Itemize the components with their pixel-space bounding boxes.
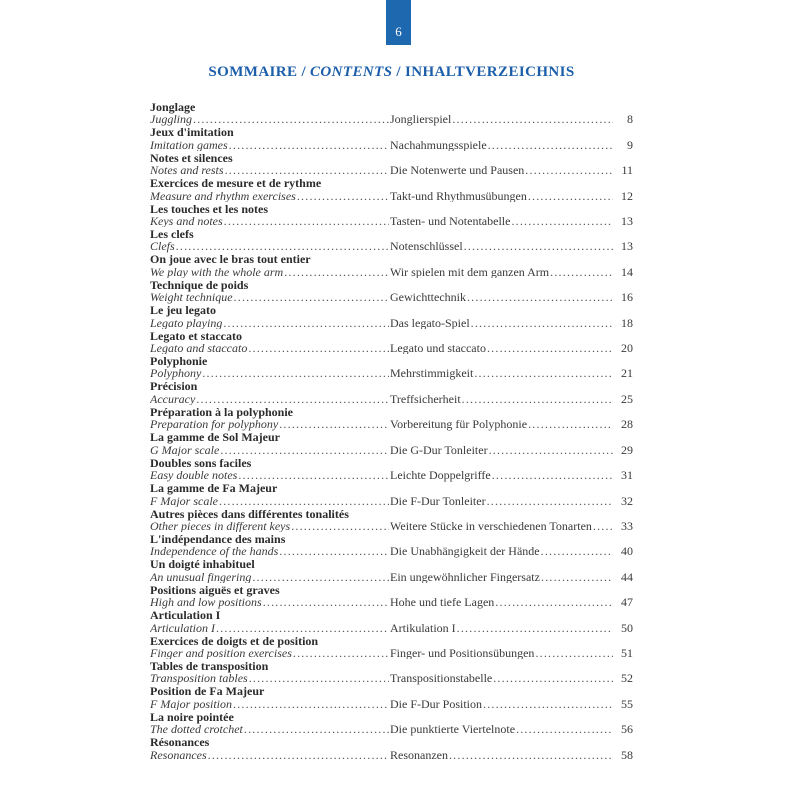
entry-page-number: 12 <box>621 189 633 203</box>
page-number: 6 <box>395 24 402 39</box>
dot-leader <box>196 393 389 405</box>
entry-german-column <box>390 495 633 507</box>
toc-entry <box>150 584 633 609</box>
entry-title-french: Positions aiguës et graves <box>150 582 280 597</box>
entry-page-number: 52 <box>621 672 633 685</box>
entry-german-column <box>390 698 633 710</box>
entry-title-english: We play with the whole arm <box>150 265 284 279</box>
entry-english-column <box>150 139 390 151</box>
dot-leader <box>492 469 613 481</box>
entry-english-column <box>150 444 390 456</box>
dot-leader <box>487 342 613 354</box>
entry-title-german: Artikulation I <box>390 621 456 634</box>
entry-title-english: Transposition tables <box>150 672 248 685</box>
toc-entry <box>150 177 633 202</box>
entry-row <box>150 622 633 634</box>
entry-page-number: 9 <box>627 138 633 152</box>
entry-page-number: 40 <box>621 545 633 558</box>
entry-german-column <box>390 444 633 456</box>
entry-english-column <box>150 215 390 227</box>
entry-title-french: Résonances <box>150 735 210 750</box>
entry-title-german: Treffsicherheit <box>390 392 461 406</box>
dot-leader <box>535 647 613 659</box>
dot-leader <box>202 367 389 379</box>
entry-english-column <box>150 113 390 125</box>
entry-row <box>150 266 633 278</box>
entry-title-english: An unusual fingering <box>150 570 252 584</box>
entry-page-number: 32 <box>621 494 633 507</box>
toc-entry <box>150 609 633 634</box>
entry-title-french: Les touches et les notes <box>150 201 268 216</box>
dot-leader <box>474 367 613 379</box>
dot-leader <box>511 215 613 227</box>
entry-title-french: La noire pointée <box>150 709 234 724</box>
entry-title-french: On joue avec le bras tout entier <box>150 252 311 267</box>
entry-english-column <box>150 240 390 252</box>
entry-title-german: Resonanzen <box>390 748 448 761</box>
entry-english-column <box>150 469 390 481</box>
entry-title-german: Legato und staccato <box>390 342 486 355</box>
entry-title-german: Die F-Dur Tonleiter <box>390 494 486 507</box>
title-french: SOMMAIRE <box>208 64 298 80</box>
entry-row <box>150 393 633 405</box>
entry-page-number: 31 <box>621 469 633 482</box>
dot-leader <box>233 698 389 710</box>
entry-row <box>150 545 633 557</box>
dot-leader <box>291 520 389 532</box>
entry-page-number: 44 <box>621 570 633 584</box>
entry-title-french: Jonglage <box>150 100 196 114</box>
dot-leader <box>208 749 389 761</box>
entry-german-column <box>390 367 633 379</box>
entry-title-german: Die Notenwerte und Pausen <box>390 164 525 177</box>
entry-title-french: Position de Fa Majeur <box>150 684 265 699</box>
title-separator: / <box>396 64 401 80</box>
toc-entry <box>150 304 633 329</box>
toc-entry <box>150 431 633 456</box>
dot-leader <box>525 164 613 176</box>
toc-entry <box>150 482 633 507</box>
toc-entry <box>150 457 633 482</box>
entry-title-german: Ein ungewöhnlicher Fingersatz <box>390 570 540 584</box>
entry-title-english: Legato playing <box>150 316 223 330</box>
dot-leader <box>541 545 613 557</box>
entry-row <box>150 240 633 252</box>
entry-german-column <box>390 418 633 430</box>
entry-title-german: Die F-Dur Position <box>390 697 483 711</box>
entry-english-column <box>150 291 390 303</box>
entry-title-english: Legato and staccato <box>150 342 248 355</box>
entry-title-french: Un doigté inhabituel <box>150 557 255 572</box>
toc-entry <box>150 736 633 761</box>
toc-entry <box>150 101 633 126</box>
entry-title-english: F Major position <box>150 697 233 711</box>
entry-title-german: Weitere Stücke in verschiedenen Tonarten <box>390 519 592 533</box>
entry-english-column <box>150 342 390 354</box>
entry-row <box>150 596 633 608</box>
entry-row <box>150 139 633 151</box>
entry-title-french: Polyphonie <box>150 354 208 369</box>
entry-english-column <box>150 545 390 557</box>
dot-leader <box>462 393 613 405</box>
toc-entry <box>150 380 633 405</box>
dot-leader <box>528 418 613 430</box>
dot-leader <box>593 520 613 532</box>
entry-page-number: 13 <box>621 240 633 253</box>
entry-english-column <box>150 190 390 202</box>
entry-german-column <box>390 113 633 125</box>
entry-title-german: Nachahmungsspiele <box>390 138 487 152</box>
entry-german-column <box>390 164 633 176</box>
entry-title-english: Notes and rests <box>150 164 224 177</box>
dot-leader <box>550 266 613 278</box>
dot-leader <box>297 190 389 202</box>
dot-leader <box>279 418 389 430</box>
dot-leader <box>541 571 613 583</box>
entry-german-column <box>390 520 633 532</box>
dot-leader <box>293 647 389 659</box>
entry-german-column <box>390 469 633 481</box>
entry-title-english: Easy double notes <box>150 469 238 482</box>
toc-entry <box>150 279 633 304</box>
entry-page-number: 11 <box>621 164 633 177</box>
entry-page-number: 55 <box>621 697 633 711</box>
entry-english-column <box>150 723 390 735</box>
dot-leader <box>244 723 389 735</box>
entry-row <box>150 444 633 456</box>
entry-title-english: Imitation games <box>150 138 228 152</box>
entry-title-french: Exercices de mesure et de rythme <box>150 176 322 191</box>
entry-title-french: La gamme de Fa Majeur <box>150 481 278 496</box>
entry-german-column <box>390 266 633 278</box>
entry-title-french: Les clefs <box>150 227 194 242</box>
entry-title-german: Finger- und Positionsübungen <box>390 646 535 660</box>
entry-title-german: Gewichttechnik <box>390 291 466 304</box>
entry-english-column <box>150 571 390 583</box>
entry-title-german: Hohe und tiefe Lagen <box>390 596 495 609</box>
entry-page-number: 25 <box>621 392 633 406</box>
toc-entry <box>150 508 633 533</box>
entry-german-column <box>390 545 633 557</box>
entry-title-german: Das legato-Spiel <box>390 316 470 330</box>
entry-row <box>150 672 633 684</box>
dot-leader <box>483 698 613 710</box>
entry-title-english: F Major scale <box>150 494 218 507</box>
entry-german-column <box>390 291 633 303</box>
toc-entry <box>150 533 633 558</box>
dot-leader <box>488 139 613 151</box>
dot-leader <box>252 571 389 583</box>
entry-title-english: Clefs <box>150 240 175 253</box>
dot-leader <box>229 139 389 151</box>
entry-row <box>150 113 633 125</box>
entry-title-english: Juggling <box>150 113 192 126</box>
entry-row <box>150 520 633 532</box>
dot-leader <box>220 444 389 456</box>
entry-page-number: 29 <box>621 443 633 457</box>
entry-row <box>150 698 633 710</box>
dot-leader <box>223 317 389 329</box>
dot-leader <box>489 444 613 456</box>
entry-title-french: Précision <box>150 379 198 394</box>
dot-leader <box>216 622 389 634</box>
entry-german-column <box>390 596 633 608</box>
title-german: INHALTVERZEICHNIS <box>404 64 575 80</box>
dot-leader <box>471 317 613 329</box>
entry-title-german: Vorbereitung für Polyphonie <box>390 418 528 431</box>
entry-title-german: Transpositionstabelle <box>390 672 493 685</box>
entry-english-column <box>150 698 390 710</box>
entry-english-column <box>150 672 390 684</box>
entry-page-number: 18 <box>621 316 633 330</box>
dot-leader <box>279 545 389 557</box>
entry-row <box>150 367 633 379</box>
entry-page-number: 14 <box>621 265 633 279</box>
dot-leader <box>528 190 613 202</box>
toc-entry <box>150 330 633 355</box>
entry-title-german: Notenschlüssel <box>390 240 463 253</box>
entry-german-column <box>390 190 633 202</box>
page-number-badge <box>386 0 411 45</box>
entry-row <box>150 291 633 303</box>
dot-leader <box>249 672 389 684</box>
entry-german-column <box>390 393 633 405</box>
entry-page-number: 8 <box>627 113 633 126</box>
dot-leader <box>449 749 613 761</box>
entry-german-column <box>390 240 633 252</box>
toc-entry <box>150 126 633 151</box>
dot-leader <box>176 240 389 252</box>
entry-english-column <box>150 749 390 761</box>
entry-title-english: Accuracy <box>150 392 196 406</box>
entry-german-column <box>390 647 633 659</box>
toc-entry <box>150 406 633 431</box>
entry-german-column <box>390 215 633 227</box>
entry-title-english: Articulation I <box>150 621 215 634</box>
toc-entry <box>150 711 633 736</box>
entry-english-column <box>150 367 390 379</box>
entry-english-column <box>150 596 390 608</box>
entry-row <box>150 647 633 659</box>
dot-leader <box>452 113 613 125</box>
entry-row <box>150 164 633 176</box>
entry-title-french: Autres pièces dans différentes tonalités <box>150 506 349 521</box>
entry-title-english: Keys and notes <box>150 215 223 228</box>
entry-german-column <box>390 622 633 634</box>
entry-title-english: Other pieces in different keys <box>150 519 291 533</box>
dot-leader <box>193 113 389 125</box>
entry-row <box>150 342 633 354</box>
entry-page-number: 13 <box>621 215 633 228</box>
entry-title-german: Takt-und Rhythmusübungen <box>390 189 527 203</box>
entry-english-column <box>150 418 390 430</box>
entry-german-column <box>390 749 633 761</box>
entry-german-column <box>390 317 633 329</box>
toc-entry <box>150 635 633 660</box>
dot-leader <box>219 495 389 507</box>
toc-entry <box>150 228 633 253</box>
entry-title-french: La gamme de Sol Majeur <box>150 430 280 445</box>
toc-entry <box>150 660 633 685</box>
dot-leader <box>487 495 613 507</box>
entry-page-number: 16 <box>621 291 633 304</box>
entry-row <box>150 469 633 481</box>
entry-german-column <box>390 571 633 583</box>
entry-title-french: Jeux d'imitation <box>150 125 234 140</box>
entry-row <box>150 317 633 329</box>
entry-title-english: High and low positions <box>150 596 262 609</box>
entry-title-german: Jonglierspiel <box>390 113 452 126</box>
entry-title-english: The dotted crotchet <box>150 723 243 736</box>
entry-title-german: Mehrstimmigkeit <box>390 367 474 380</box>
dot-leader <box>457 622 613 634</box>
entry-title-english: G Major scale <box>150 443 220 457</box>
entry-title-french: Le jeu legato <box>150 303 216 318</box>
dot-leader <box>224 215 389 227</box>
entry-row <box>150 215 633 227</box>
entry-page-number: 21 <box>621 367 633 380</box>
entry-english-column <box>150 393 390 405</box>
entry-english-column <box>150 622 390 634</box>
entry-page-number: 50 <box>621 621 633 634</box>
entry-title-french: Articulation I <box>150 608 221 623</box>
entry-title-english: Finger and position exercises <box>150 646 292 660</box>
title-separator: / <box>301 64 307 80</box>
toc-entry <box>150 558 633 583</box>
entry-english-column <box>150 317 390 329</box>
entry-page-number: 51 <box>621 646 633 660</box>
entry-title-english: Weight technique <box>150 291 233 304</box>
entry-page-number: 56 <box>621 723 633 736</box>
entry-title-german: Die G-Dur Tonleiter <box>390 443 488 457</box>
entry-english-column <box>150 266 390 278</box>
title-english: CONTENTS <box>310 64 393 80</box>
entry-row <box>150 495 633 507</box>
entry-title-french: Legato et staccato <box>150 328 242 343</box>
toc-list <box>150 101 633 762</box>
entry-german-column <box>390 342 633 354</box>
entry-title-german: Leichte Doppelgriffe <box>390 469 491 482</box>
entry-title-german: Tasten- und Notentabelle <box>390 215 511 228</box>
dot-leader <box>284 266 389 278</box>
entry-german-column <box>390 723 633 735</box>
toc-entry <box>150 355 633 380</box>
entry-page-number: 33 <box>621 519 633 533</box>
entry-title-french: Technique de poids <box>150 277 249 292</box>
dot-leader <box>467 291 613 303</box>
toc-entry <box>150 253 633 278</box>
entry-row <box>150 749 633 761</box>
entry-german-column <box>390 672 633 684</box>
entry-title-english: Polyphony <box>150 367 202 380</box>
entry-title-french: Tables de transposition <box>150 658 269 673</box>
dot-leader <box>263 596 389 608</box>
entry-title-german: Die Unabhängigkeit der Hände <box>390 545 540 558</box>
entry-page-number: 58 <box>621 748 633 761</box>
toc-entry <box>150 685 633 710</box>
entry-row <box>150 190 633 202</box>
entry-page-number: 47 <box>621 596 633 609</box>
entry-title-french: Exercices de doigts et de position <box>150 633 319 648</box>
dot-leader <box>234 291 389 303</box>
entry-row <box>150 418 633 430</box>
entry-english-column <box>150 647 390 659</box>
dot-leader <box>464 240 613 252</box>
dot-leader <box>516 723 613 735</box>
dot-leader <box>495 596 613 608</box>
entry-row <box>150 571 633 583</box>
entry-title-english: Resonances <box>150 748 207 761</box>
entry-title-german: Wir spielen mit dem ganzen Arm <box>390 265 550 279</box>
entry-title-french: Notes et silences <box>150 150 233 165</box>
entry-page-number: 28 <box>621 418 633 431</box>
dot-leader <box>248 342 389 354</box>
entry-row <box>150 723 633 735</box>
entry-german-column <box>390 139 633 151</box>
entry-english-column <box>150 495 390 507</box>
entry-title-english: Independence of the hands <box>150 545 279 558</box>
entry-title-french: L'indépendance des mains <box>150 531 286 546</box>
entry-english-column <box>150 520 390 532</box>
dot-leader <box>225 164 389 176</box>
entry-title-french: Doubles sons faciles <box>150 455 252 470</box>
dot-leader <box>493 672 613 684</box>
dot-leader <box>238 469 389 481</box>
entry-page-number: 20 <box>621 342 633 355</box>
entry-english-column <box>150 164 390 176</box>
toc-entry <box>150 203 633 228</box>
entry-title-german: Die punktierte Viertelnote <box>390 723 516 736</box>
entry-title-english: Measure and rhythm exercises <box>150 189 296 203</box>
entry-title-english: Preparation for polyphony <box>150 418 279 431</box>
page-title <box>150 64 633 81</box>
entry-title-french: Préparation à la polyphonie <box>150 404 294 419</box>
toc-entry <box>150 152 633 177</box>
